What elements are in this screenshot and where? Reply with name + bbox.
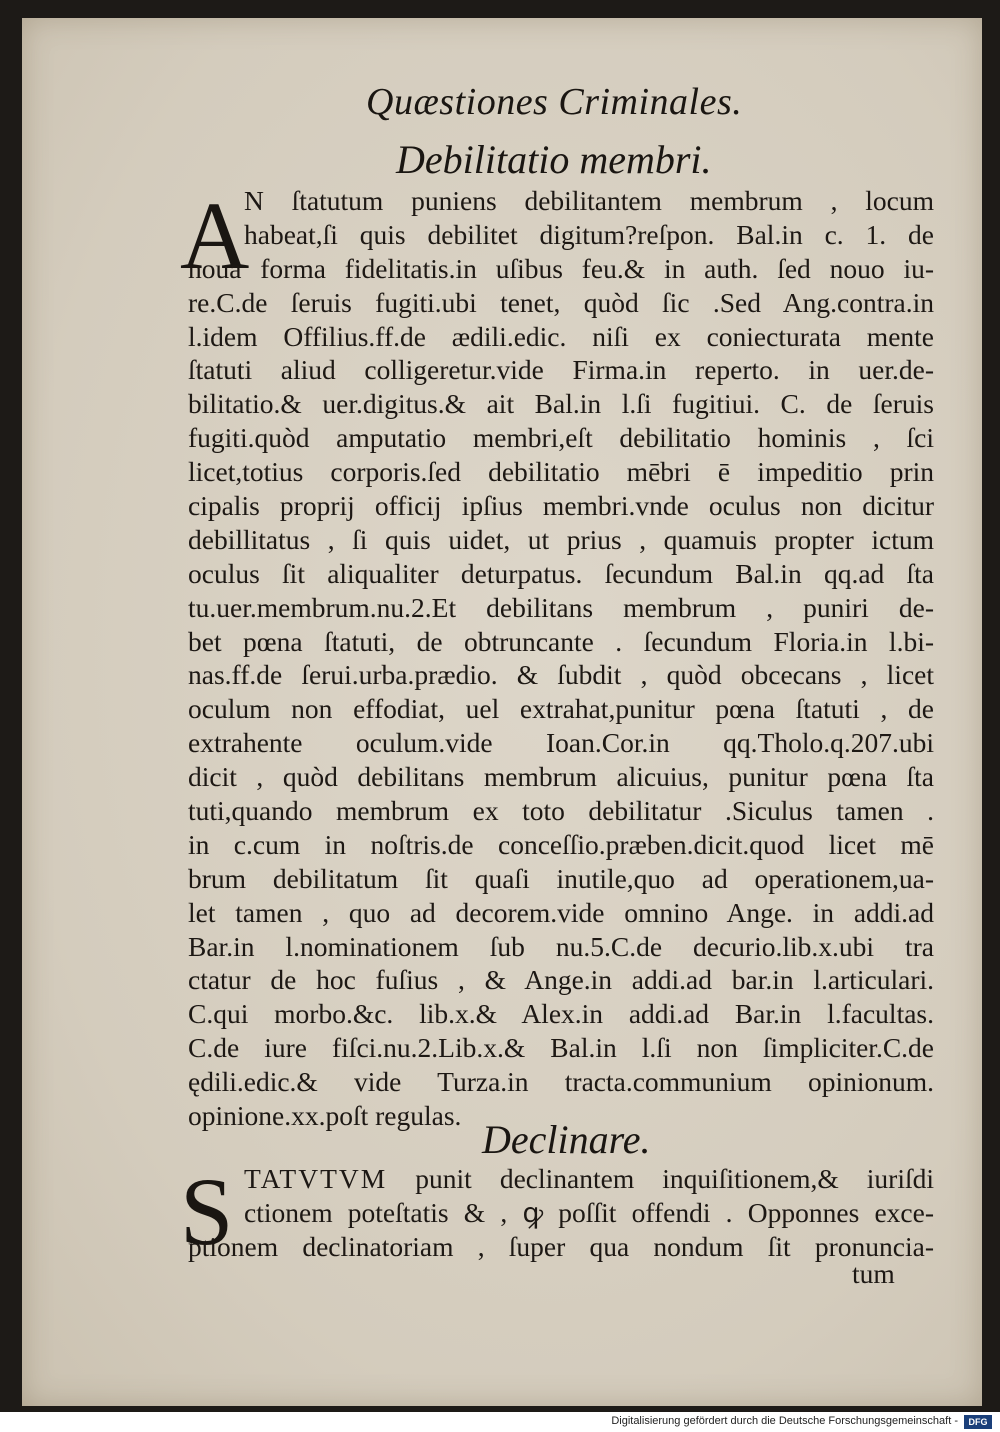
text-line: C.qui morbo.&c. lib.x.& Alex.in addi.ad Bar.in l.facultas. — [188, 998, 934, 1030]
funding-notice: Digitalisierung gefördert durch die Deutsche Forschungsgemeinschaft - — [611, 1415, 958, 1427]
running-head: Quæstiones Criminales. — [366, 81, 743, 123]
section-heading-debilitatio: Debilitatio membri. — [396, 137, 712, 182]
paragraph-debilitatio — [188, 184, 934, 1133]
drop-cap-s: S — [180, 1158, 234, 1265]
text-line: cipalis proprij officij ipſius membri.vnde oculus non dicitur — [188, 490, 934, 522]
text-line: oculus ſit aliqualiter deturpatus. ſecundum Bal.in qq.ad ſta — [188, 557, 934, 589]
section-heading-declinare: Declinare. — [482, 1117, 651, 1162]
text-line: noua forma fidelitatis.in uſibus feu.& in auth. ſed nouo iu- — [188, 252, 934, 284]
text-line: Bar.in l.nominationem ſub nu.5.C.de decurio.lib.x.ubi tra — [188, 930, 934, 962]
text-line: dicit , quòd debilitans membrum alicuius, punitur pœna ſta — [188, 761, 934, 793]
first-word: TATVTVM — [244, 1163, 388, 1194]
text-line: l.idem Offilius.ff.de ædili.edic. niſi ex coniecturata mente — [188, 320, 934, 352]
text-line: bilitatio.& uer.digitus.& ait Bal.in l.ſi fugitiui. C. de ſeruis — [188, 388, 934, 420]
first-line-text: punit declinantem inquiſitionem,& iuriſdi — [415, 1163, 935, 1194]
text-line: ctatur de hoc fuſius , & Ange.in addi.ad bar.in l.articulari. — [188, 964, 934, 996]
dfg-logo: DFG — [964, 1415, 992, 1429]
text-line: brum debilitatum ſit quaſi inutile,quo ad operationem,ua- — [188, 862, 934, 894]
text-line: tuti,quando membrum ex toto debilitatur .Siculus tamen . — [188, 795, 934, 827]
catchword: tum — [852, 1258, 895, 1289]
text-line: habeat,ſi quis debilitet digitum?reſpon. Bal.in c. 1. de — [244, 218, 934, 250]
text-line: ędili.edic.& vide Turza.in tracta.communium opinionum. — [188, 1066, 934, 1098]
text-line: C.de iure fiſci.nu.2.Lib.x.& Bal.in l.ſi non ſimpliciter.C.de — [188, 1032, 934, 1064]
text-line: let tamen , quo ad decorem.vide omnino Ange. in addi.ad — [188, 896, 934, 928]
text-line: in c.cum in noſtris.de conceſſio.præben.dicit.quod licet mē — [188, 828, 934, 860]
text-line: N ſtatutum puniens debilitantem membrum , locum — [244, 185, 934, 216]
text-line: tu.uer.membrum.nu.2.Et debilitans membrum , puniri de- — [188, 591, 934, 623]
text-line: ſtatuti aliud colligeretur.vide Firma.in reperto. in uer.de- — [188, 354, 934, 386]
text-line: debillitatus , ſi quis uidet, ut prius , quamuis propter ictum — [188, 523, 934, 555]
text-line: licet,totius corporis.ſed debilitatio mēbri ē impeditio prin — [188, 456, 934, 488]
text-line: ctionem poteſtatis & , ꝙ poſſit offendi . Opponnes exce- — [244, 1196, 934, 1228]
text-line: ptionem declinatoriam , ſuper qua nondum ſit pronuncia- — [188, 1230, 934, 1262]
text-line: extrahente oculum.vide Ioan.Cor.in qq.Tholo.q.207.ubi — [188, 727, 934, 759]
paragraph-declinare — [188, 1162, 934, 1264]
text-line-first — [188, 1162, 934, 1196]
text-line: fugiti.quòd amputatio membri,eſt debilitatio hominis , ſci — [188, 422, 934, 454]
text-line: re.C.de ſeruis fugiti.ubi tenet, quòd ſic .Sed Ang.contra.in — [188, 286, 934, 318]
drop-cap-a: A — [180, 182, 250, 289]
text-line: bet pœna ſtatuti, de obtruncante . ſecundum Floria.in l.bi- — [188, 625, 934, 657]
text-line: oculum non effodiat, uel extrahat,punitur pœna ſtatuti , de — [188, 693, 934, 725]
text-line: opinione.xx.poſt regulas. — [188, 1100, 462, 1132]
footer-bar — [0, 1412, 1000, 1432]
text-line: nas.ff.de ſerui.urba.prædio. & ſubdit , quòd obcecans , licet — [188, 659, 934, 691]
